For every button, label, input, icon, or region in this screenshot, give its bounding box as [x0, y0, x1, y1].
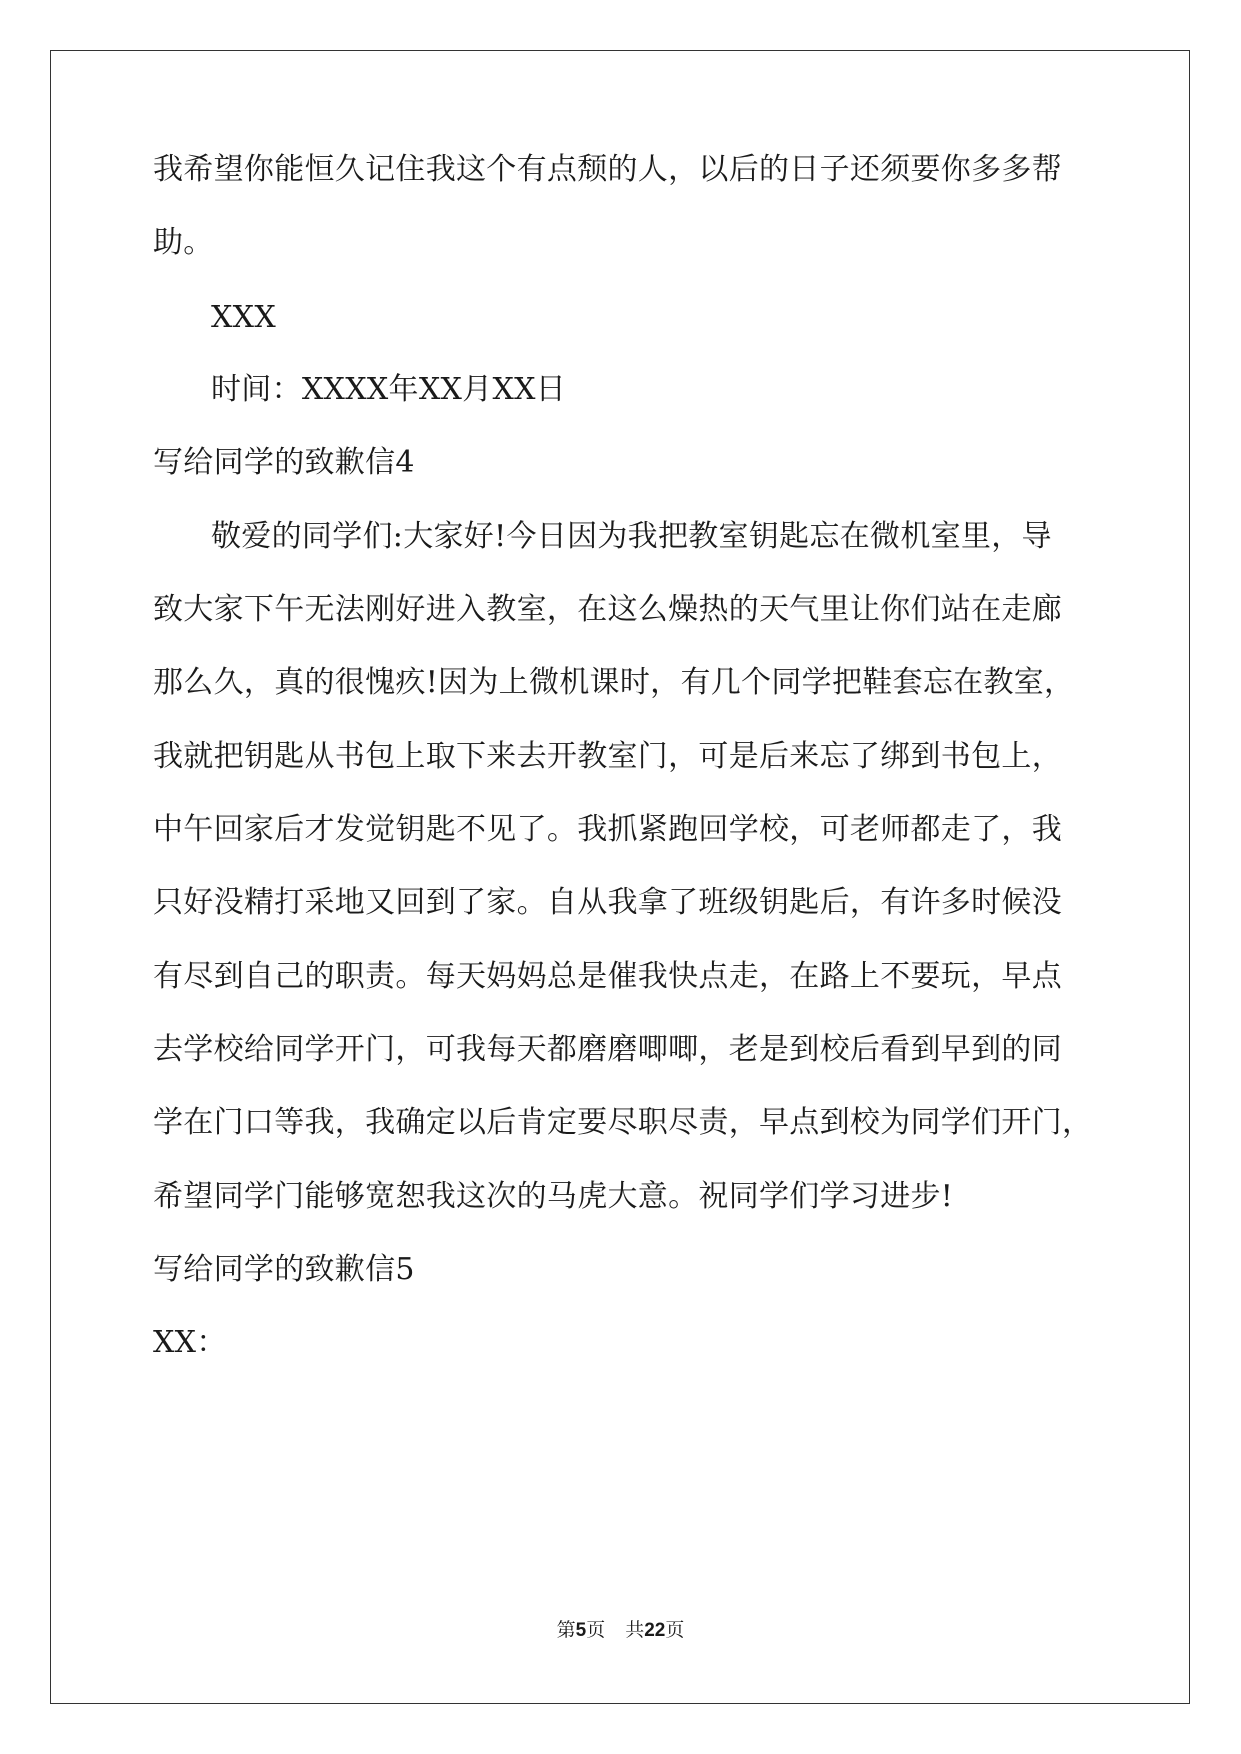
footer-total-suffix: 页	[665, 1619, 685, 1641]
footer-total-prefix: 共	[625, 1619, 645, 1641]
text-line-8: 那么久，真的很愧疚!因为上微机课时，有几个同学把鞋套忘在教室，	[153, 665, 1075, 700]
text-line-2: 助。	[153, 225, 214, 260]
text-line-13: 去学校给同学开门，可我每天都磨磨唧唧，老是到校后看到早到的同	[153, 1032, 1062, 1067]
text-line-14: 学在门口等我，我确定以后肯定要尽职尽责，早点到校为同学们开门，	[153, 1105, 1093, 1140]
signature-date: 时间：XXXX年XX月XX日	[211, 372, 567, 407]
text-line-15: 希望同学门能够宽恕我这次的马虎大意。祝同学们学习进步!	[153, 1179, 954, 1214]
text-line-1: 我希望你能恒久记住我这个有点颓的人，以后的日子还须要你多多帮	[153, 152, 1062, 187]
footer-page-prefix: 第	[556, 1619, 576, 1641]
signature-name: XXX	[211, 300, 276, 335]
footer-page-current: 5	[575, 1620, 587, 1641]
text-line-7: 致大家下午无法刚好进入教室，在这么燥热的天气里让你们站在走廊	[153, 592, 1062, 627]
section-heading-4: 写给同学的致歉信4	[153, 445, 415, 480]
text-line-6: 敬爱的同学们:大家好!今日因为我把教室钥匙忘在微机室里，导	[211, 519, 1052, 554]
footer-page-total: 22	[644, 1620, 666, 1641]
footer-page-suffix: 页	[586, 1619, 606, 1641]
text-line-12: 有尽到自己的职责。每天妈妈总是催我快点走，在路上不要玩，早点	[153, 959, 1062, 994]
text-line-9: 我就把钥匙从书包上取下来去开教室门，可是后来忘了绑到书包上，	[153, 739, 1062, 774]
section-heading-5: 写给同学的致歉信5	[153, 1252, 415, 1287]
page-footer	[0, 1618, 1241, 1643]
salutation: XX：	[153, 1325, 227, 1360]
text-line-11: 只好没精打采地又回到了家。自从我拿了班级钥匙后，有许多时候没	[153, 885, 1062, 920]
text-line-10: 中午回家后才发觉钥匙不见了。我抓紧跑回学校，可老师都走了，我	[153, 812, 1062, 847]
